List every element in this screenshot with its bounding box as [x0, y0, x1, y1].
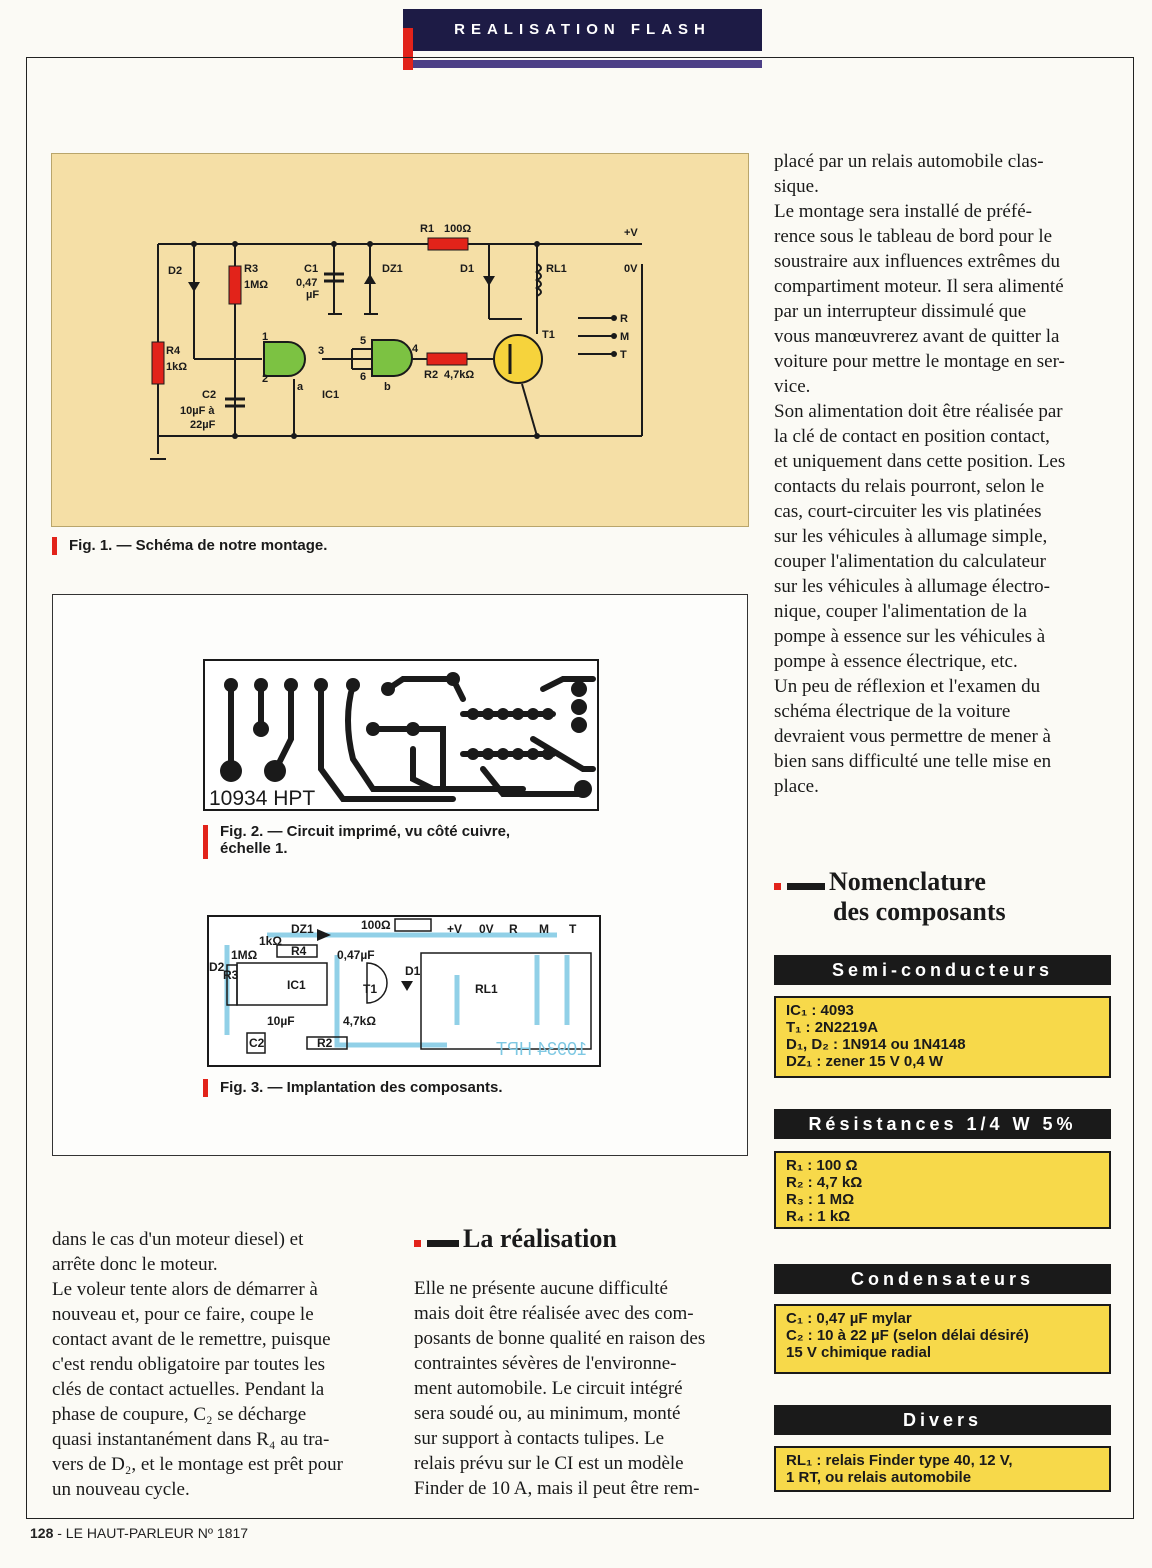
- text-line: contacts du relais pourront, selon le: [774, 476, 1045, 497]
- text-line: Le montage sera installé de préfé-: [774, 201, 1032, 222]
- part-line: T₁ : 2N2219A: [786, 1019, 879, 1036]
- figure-1-caption-text: Fig. 1. — Schéma de notre montage.: [69, 537, 328, 554]
- category-misc: Divers: [774, 1405, 1111, 1435]
- figure-1-caption: [52, 537, 327, 555]
- label-c2-range: 10µF à: [180, 405, 215, 417]
- text-line: phase de coupure, C₂ se décharge: [52, 1404, 307, 1425]
- schematic-drawing: [52, 154, 748, 526]
- text-line: vice.: [774, 376, 811, 397]
- label-r4: R4: [166, 345, 181, 357]
- heading-marker: [774, 870, 829, 898]
- label-ic1: IC1: [287, 978, 306, 992]
- text-line: arrête donc le moteur.: [52, 1254, 218, 1275]
- part-line: C₁ : 0,47 µF mylar: [786, 1310, 912, 1327]
- figure-2-pcb: [203, 659, 599, 811]
- label-c2: C2: [202, 389, 217, 401]
- label-vplus: +V: [447, 922, 463, 936]
- text-line: contact avant de le remettre, puisque: [52, 1329, 331, 1350]
- parts-box-misc: [774, 1446, 1111, 1492]
- text-line: compartiment moteur. Il sera alimenté: [774, 276, 1064, 297]
- nomenclature-title-line2: des composants: [833, 897, 1006, 927]
- label-pin4: 4: [412, 343, 419, 355]
- label-r2-value: 4,7kΩ: [444, 369, 475, 381]
- text-line: cas, court-circuiter les vis platinées: [774, 501, 1042, 522]
- nomenclature-heading: [774, 868, 1006, 926]
- label-100ohm: 100Ω: [361, 918, 391, 932]
- label-c2-max: 22µF: [190, 419, 216, 431]
- label-pin3: 3: [318, 345, 325, 357]
- label-c2: C2: [249, 1036, 265, 1050]
- text-line: Son alimentation doit être réalisée par: [774, 401, 1063, 422]
- text-line: schéma électrique de la voiture: [774, 701, 1011, 722]
- label-rl1: RL1: [546, 263, 567, 275]
- realisation-text: [414, 1276, 759, 1501]
- text-line: placé par un relais automobile clas-: [774, 151, 1044, 172]
- label-d1: D1: [460, 263, 475, 275]
- label-d2: D2: [168, 265, 183, 277]
- text-line: dans le cas d'un moteur diesel) et: [52, 1229, 304, 1250]
- part-line: 1 RT, ou relais automobile: [786, 1469, 972, 1486]
- text-line: sur support à contacts tulipes. Le: [414, 1428, 665, 1449]
- label-r3: R3: [223, 968, 239, 982]
- label-r4-value: 1kΩ: [166, 361, 188, 373]
- text-line: Elle ne présente aucune difficulté: [414, 1278, 668, 1299]
- label-r3: R3: [244, 263, 259, 275]
- label-10uf: 10µF: [267, 1014, 295, 1028]
- label-r2: R2: [317, 1036, 333, 1050]
- figure-3-caption: [203, 1079, 503, 1097]
- text-line: c'est rendu obligatoire par toutes les: [52, 1354, 326, 1375]
- text-line: contraintes sévères de l'environne-: [414, 1353, 677, 1374]
- text-line: couper l'alimentation du calculateur: [774, 551, 1046, 572]
- figure-1-schematic: [51, 153, 749, 527]
- label-dz1: DZ1: [291, 922, 314, 936]
- text-line: pompe à essence électrique, etc.: [774, 651, 1018, 672]
- figure-2-caption-line2: échelle 1.: [220, 840, 288, 857]
- part-line: R₂ : 4,7 kΩ: [786, 1174, 863, 1191]
- right-column-text: [774, 149, 1119, 799]
- label-r1-value: 100Ω: [444, 223, 472, 235]
- label-dz1: DZ1: [382, 263, 403, 275]
- caption-marker: [203, 825, 208, 859]
- text-line: relais prévu sur le CI est un modèle: [414, 1453, 684, 1474]
- label-c1: C1: [304, 263, 319, 275]
- label-r: R: [509, 922, 518, 936]
- label-47kohm: 4,7kΩ: [343, 1014, 376, 1028]
- page-footer: [30, 1525, 248, 1541]
- label-t1: T1: [542, 329, 555, 341]
- label-m: M: [539, 922, 549, 936]
- nomenclature-title-line1: Nomenclature: [829, 867, 986, 896]
- text-line: posants de bonne qualité en raison des: [414, 1328, 706, 1349]
- label-gate-a: a: [297, 381, 304, 393]
- label-contact-t: T: [620, 349, 627, 361]
- text-line: pompe à essence sur les véhicules à: [774, 626, 1046, 647]
- text-line: ment automobile. Le circuit intégré: [414, 1378, 683, 1399]
- label-r4: R4: [291, 944, 307, 958]
- magazine-name: - LE HAUT-PARLEUR Nº 1817: [53, 1525, 249, 1541]
- part-line: C₂ : 10 à 22 µF (selon délai désiré): [786, 1327, 1029, 1344]
- page-number: 128: [30, 1525, 54, 1541]
- text-line: Finder de 10 A, mais il peut être rem-: [414, 1478, 700, 1499]
- label-1mohm: 1MΩ: [231, 948, 258, 962]
- text-line: clés de contact actuelles. Pendant la: [52, 1379, 325, 1400]
- label-0v: 0V: [624, 263, 638, 275]
- text-line: vous manœuvrerez avant de quitter la: [774, 326, 1060, 347]
- label-gate-b: b: [384, 381, 391, 393]
- text-line: devraient vous permettre de mener à: [774, 726, 1051, 747]
- label-contact-r: R: [620, 313, 628, 325]
- label-c1-unit: µF: [306, 289, 320, 301]
- text-line: nique, couper l'alimentation de la: [774, 601, 1027, 622]
- figure-3-caption-text: Fig. 3. — Implantation des composants.: [220, 1079, 503, 1096]
- part-line: R₁ : 100 Ω: [786, 1157, 858, 1174]
- label-contact-m: M: [620, 331, 630, 343]
- label-r3-value: 1MΩ: [244, 279, 269, 291]
- parts-box-capacitors: [774, 1304, 1111, 1374]
- text-line: bien sans difficulté une telle mise en: [774, 751, 1052, 772]
- label-pin2: 2: [262, 373, 269, 385]
- category-semiconductors: Semi-conducteurs: [774, 955, 1111, 985]
- text-line: un nouveau cycle.: [52, 1479, 190, 1500]
- text-line: voiture pour mettre le montage en ser-: [774, 351, 1065, 372]
- realisation-title: La réalisation: [463, 1224, 617, 1253]
- figures-2-3-frame: [52, 594, 748, 1156]
- part-line: DZ₁ : zener 15 V 0,4 W: [786, 1053, 944, 1070]
- label-c1-value: 0,47: [296, 277, 318, 289]
- text-line: sur les véhicules à allumage simple,: [774, 526, 1048, 547]
- text-line: Le voleur tente alors de démarrer à: [52, 1279, 318, 1300]
- text-line: soustraire aux influences extrêmes du: [774, 251, 1060, 272]
- label-1kohm: 1kΩ: [259, 934, 282, 948]
- figure-2-caption-line1: Fig. 2. — Circuit imprimé, vu côté cuivre,: [220, 823, 511, 840]
- text-line: nouveau et, pour ce faire, coupe le: [52, 1304, 314, 1325]
- category-resistors: Résistances 1/4 W 5%: [774, 1109, 1111, 1139]
- parts-box-semiconductors: [774, 996, 1111, 1078]
- label-047uf: 0,47µF: [337, 948, 375, 962]
- text-line: mais doit être réalisée avec des com-: [414, 1303, 694, 1324]
- text-line: place.: [774, 776, 819, 797]
- text-line: Un peu de réflexion et l'examen du: [774, 676, 1041, 697]
- label-rl1: RL1: [475, 982, 498, 996]
- pcb-mirrored-label: 10934 HPT: [495, 1039, 587, 1059]
- part-line: RL₁ : relais Finder type 40, 12 V,: [786, 1452, 1013, 1469]
- caption-marker: [52, 537, 57, 555]
- realisation-heading: [414, 1225, 617, 1255]
- label-pin1: 1: [262, 331, 269, 343]
- label-vplus: +V: [624, 227, 638, 239]
- label-d1: D1: [405, 964, 421, 978]
- text-line: la clé de contact en position contact,: [774, 426, 1050, 447]
- figure-3-component-layout: [207, 915, 601, 1067]
- text-line: sera soudé ou, au minimum, monté: [414, 1403, 681, 1424]
- heading-marker: [414, 1227, 463, 1255]
- part-line: D₁, D₂ : 1N914 ou 1N4148: [786, 1036, 966, 1053]
- figure-2-caption: [203, 823, 510, 859]
- pcb-reference-label: 10934 HPT: [209, 787, 316, 810]
- text-line: sur les véhicules à allumage électro-: [774, 576, 1050, 597]
- text-line: sique.: [774, 176, 819, 197]
- label-r2: R2: [424, 369, 439, 381]
- label-r1: R1: [420, 223, 435, 235]
- left-column-text: [52, 1227, 397, 1502]
- text-line: quasi instantanément dans R₄ au tra-: [52, 1429, 330, 1450]
- label-pin5: 5: [360, 335, 367, 347]
- section-header-title: REALISATION FLASH: [454, 21, 711, 38]
- label-t1: T1: [363, 982, 378, 996]
- part-line: R₃ : 1 MΩ: [786, 1191, 855, 1208]
- part-line: 15 V chimique radial: [786, 1344, 932, 1361]
- category-capacitors: Condensateurs: [774, 1264, 1111, 1294]
- part-line: R₄ : 1 kΩ: [786, 1208, 851, 1225]
- text-line: vers de D₂, et le montage est prêt pour: [52, 1454, 344, 1475]
- text-line: rence sous le tableau de bord pour le: [774, 226, 1053, 247]
- text-line: et uniquement dans cette position. Les: [774, 451, 1066, 472]
- label-0v: 0V: [479, 922, 494, 936]
- caption-marker: [203, 1079, 208, 1097]
- text-line: par un interrupteur dissimulé que: [774, 301, 1027, 322]
- label-ic1: IC1: [322, 389, 340, 401]
- label-t: T: [569, 922, 577, 936]
- label-pin6: 6: [360, 371, 367, 383]
- parts-box-resistors: [774, 1151, 1111, 1229]
- part-line: IC₁ : 4093: [786, 1002, 854, 1019]
- label-d2: D2: [209, 960, 225, 974]
